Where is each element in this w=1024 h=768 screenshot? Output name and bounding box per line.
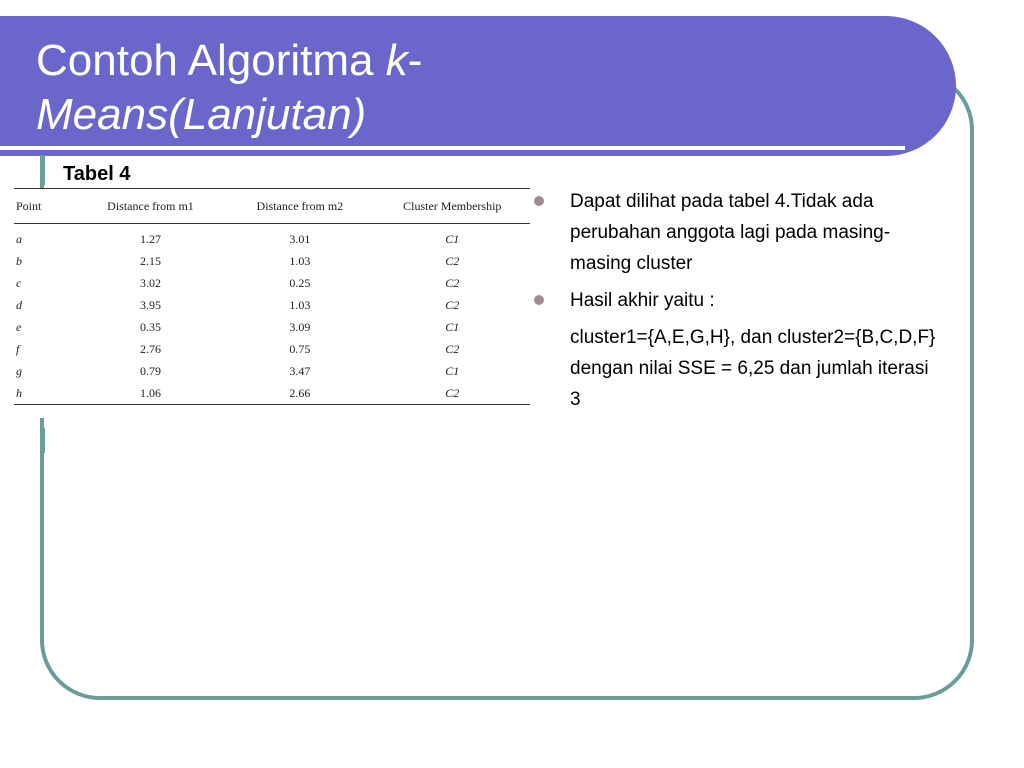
cell-point: a	[16, 231, 22, 246]
cell-dist-m1: 3.95	[139, 297, 161, 312]
cell-dist-m2: 1.03	[289, 253, 311, 268]
cell-dist-m1: 0.79	[139, 363, 161, 378]
header-cluster-membership: Cluster Membership	[403, 198, 502, 213]
cell-dist-m1: 1.06	[139, 385, 161, 400]
header-point: Point	[16, 198, 42, 213]
bullet-subtext: cluster1={A,E,G,H}, dan cluster2={B,C,D,F} dengan nilai SSE = 6,25 dan jumlah iterasi 3	[570, 327, 936, 410]
cell-point: b	[16, 253, 22, 268]
bullet-text: Hasil akhir yaitu :	[570, 290, 715, 311]
accent-bar	[40, 155, 45, 185]
table-row	[14, 338, 530, 360]
table-row	[14, 382, 530, 405]
distance-table	[14, 188, 530, 405]
bullet-list	[534, 186, 944, 415]
cell-dist-m2: 3.09	[289, 319, 311, 334]
cell-dist-m1: 0.35	[139, 319, 161, 334]
cell-cluster: C2	[445, 253, 460, 268]
table-header-row	[14, 189, 530, 224]
cell-cluster: C2	[445, 341, 460, 356]
cell-point: f	[16, 341, 20, 356]
cell-cluster: C1	[445, 363, 460, 378]
title-line2: Means(Lanjutan)	[36, 90, 367, 139]
title-text: Contoh Algoritma	[36, 36, 386, 85]
cell-cluster: C2	[445, 385, 460, 400]
accent-bar-lower	[40, 428, 45, 453]
cell-dist-m2: 0.25	[289, 275, 311, 290]
bullet-item	[534, 186, 944, 279]
cell-dist-m2: 3.01	[289, 231, 311, 246]
table-row	[14, 316, 530, 338]
bullet-text: Dapat dilihat pada tabel 4.Tidak ada perubahan anggota lagi pada masing-masing cluster	[570, 191, 891, 274]
title-dash: -	[407, 36, 423, 85]
distance-table-image	[14, 188, 530, 418]
cell-point: h	[16, 385, 22, 400]
cell-cluster: C2	[445, 275, 460, 290]
table-row	[14, 294, 530, 316]
cell-dist-m1: 1.27	[139, 231, 161, 246]
header-distance-m1: Distance from m1	[107, 198, 194, 213]
cell-cluster: C1	[445, 231, 460, 246]
cell-dist-m2: 3.47	[289, 363, 311, 378]
title-banner	[0, 16, 956, 156]
cell-cluster: C1	[445, 319, 460, 334]
cell-point: d	[16, 297, 22, 312]
header-distance-m2: Distance from m2	[256, 198, 344, 213]
cell-cluster: C2	[445, 297, 460, 312]
cell-point: g	[16, 363, 22, 378]
table-row	[14, 224, 530, 251]
bullet-item	[534, 285, 944, 316]
cell-dist-m2: 2.66	[289, 385, 311, 400]
cell-dist-m1: 2.15	[139, 253, 161, 268]
slide-title	[36, 34, 422, 142]
table-caption: Tabel 4	[63, 163, 131, 185]
title-k: k	[385, 36, 408, 85]
table-row	[14, 360, 530, 382]
cell-point: c	[16, 275, 22, 290]
table-row	[14, 272, 530, 294]
cell-point: e	[16, 319, 22, 334]
cell-dist-m1: 3.02	[139, 275, 161, 290]
table-row	[14, 250, 530, 272]
cell-dist-m2: 0.75	[289, 341, 311, 356]
bullet-dot-icon	[534, 196, 544, 206]
cell-dist-m2: 1.03	[289, 297, 311, 312]
bullet-dot-icon	[534, 295, 544, 305]
cell-dist-m1: 2.76	[139, 341, 161, 356]
title-underline	[0, 146, 905, 150]
